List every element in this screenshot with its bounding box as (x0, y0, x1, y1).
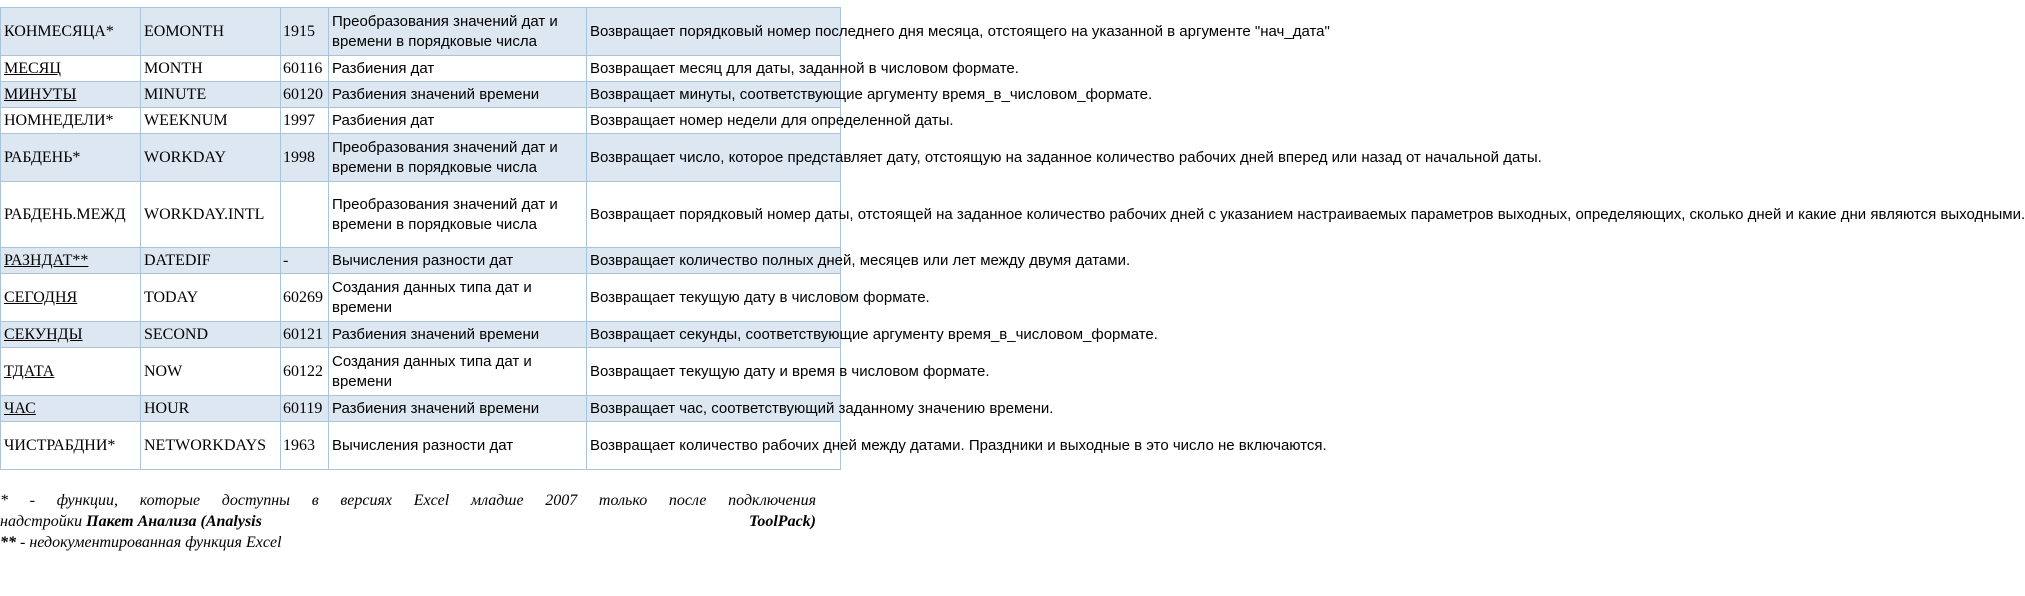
cell-number: 1998 (281, 134, 329, 182)
functions-table (0, 7, 2025, 470)
cell-function-ru[interactable]: ЧАС (1, 396, 141, 422)
table-row (1, 248, 841, 274)
table-row (1, 182, 841, 248)
table-row (1, 134, 841, 182)
footnote-2-bold: Пакет Анализа (Analysis (86, 513, 262, 530)
cell-category: Создания данных типа дат и времени (329, 348, 587, 396)
cell-description: Возвращает месяц для даты, заданной в числовом формате. (587, 56, 841, 82)
cell-function-ru[interactable]: ТДАТА (1, 348, 141, 396)
cell-function-en: DATEDIF (141, 248, 281, 274)
cell-category: Разбиения значений времени (329, 396, 587, 422)
footnote-2-right: ToolPack) (749, 513, 816, 530)
cell-category: Вычисления разности дат (329, 422, 587, 470)
cell-category: Преобразования значений дат и времени в порядковые числа (329, 134, 587, 182)
cell-category: Преобразования значений дат и времени в порядковые числа (329, 182, 587, 248)
cell-function-ru: НОМНЕДЕЛИ* (1, 108, 141, 134)
cell-number: 60121 (281, 322, 329, 348)
footnote-3 (0, 532, 816, 553)
cell-function-ru: РАБДЕНЬ.МЕЖД (1, 182, 141, 248)
footnote-3-bold: ** (0, 534, 16, 551)
cell-description: Возвращает текущую дату в числовом формате. (587, 274, 841, 322)
cell-number: 1915 (281, 8, 329, 56)
cell-category: Вычисления разности дат (329, 248, 587, 274)
footnote-2-prefix: надстройки (0, 513, 87, 530)
table-row (1, 82, 841, 108)
table-row (1, 274, 841, 322)
table-row (1, 56, 841, 82)
cell-function-en: WORKDAY (141, 134, 281, 182)
cell-description: Возвращает секунды, соответствующие аргументу время_в_числовом_формате. (587, 322, 841, 348)
table-row (1, 322, 841, 348)
cell-function-ru[interactable]: СЕКУНДЫ (1, 322, 141, 348)
cell-description: Возвращает количество полных дней, месяцев или лет между двумя датами. (587, 248, 841, 274)
footnote-1: * - функции, которые доступны в версиях Excel младше 2007 только после подключения (0, 492, 816, 509)
cell-function-en: EOMONTH (141, 8, 281, 56)
cell-function-en: WEEKNUM (141, 108, 281, 134)
table-row (1, 108, 841, 134)
table-row (1, 8, 841, 56)
cell-category: Создания данных типа дат и времени (329, 274, 587, 322)
cell-description: Возвращает час, соответствующий заданному значению времени. (587, 396, 841, 422)
cell-function-ru: КОНМЕСЯЦА* (1, 8, 141, 56)
cell-function-ru[interactable]: МИНУТЫ (1, 82, 141, 108)
cell-number: 60119 (281, 396, 329, 422)
cell-category: Преобразования значений дат и времени в порядковые числа (329, 8, 587, 56)
cell-description: Возвращает число, которое представляет дату, отстоящую на заданное количество рабочих дней вперед или назад от начальной даты. (587, 134, 841, 182)
cell-function-ru: ЧИСТРАБДНИ* (1, 422, 141, 470)
cell-function-en: NETWORKDAYS (141, 422, 281, 470)
cell-function-en: MINUTE (141, 82, 281, 108)
cell-function-ru[interactable]: МЕСЯЦ (1, 56, 141, 82)
cell-category: Разбиения значений времени (329, 82, 587, 108)
footnote-3-rest: - недокументированная функция Excel (16, 534, 282, 551)
cell-number: 60116 (281, 56, 329, 82)
cell-number: 1963 (281, 422, 329, 470)
cell-description: Возвращает количество рабочих дней между датами. Праздники и выходные в это число не включаются. (587, 422, 841, 470)
cell-function-en: MONTH (141, 56, 281, 82)
cell-function-en: SECOND (141, 322, 281, 348)
cell-description: Возвращает минуты, соответствующие аргументу время_в_числовом_формате. (587, 82, 841, 108)
cell-description: Возвращает порядковый номер последнего дня месяца, отстоящего на указанной в аргументе "нач_дата" (587, 8, 841, 56)
table-row (1, 422, 841, 470)
table-row (1, 348, 841, 396)
cell-category: Разбиения дат (329, 108, 587, 134)
cell-number: 1997 (281, 108, 329, 134)
cell-number: 60122 (281, 348, 329, 396)
cell-description: Возвращает текущую дату и время в числовом формате. (587, 348, 841, 396)
cell-number (281, 182, 329, 248)
cell-category: Разбиения дат (329, 56, 587, 82)
cell-description: Возвращает порядковый номер даты, отстоящей на заданное количество рабочих дней с указанием настраиваемых параметров выходных, определяющих, сколько дней и какие дни являются выходными. (587, 182, 841, 248)
cell-function-en: TODAY (141, 274, 281, 322)
footnote-2 (0, 511, 816, 532)
cell-number: 60269 (281, 274, 329, 322)
cell-function-en: NOW (141, 348, 281, 396)
cell-function-en: HOUR (141, 396, 281, 422)
cell-number: - (281, 248, 329, 274)
cell-description: Возвращает номер недели для определенной даты. (587, 108, 841, 134)
cell-function-ru[interactable]: РАЗНДАТ** (1, 248, 141, 274)
cell-number: 60120 (281, 82, 329, 108)
cell-function-ru[interactable]: СЕГОДНЯ (1, 274, 141, 322)
cell-function-en: WORKDAY.INTL (141, 182, 281, 248)
cell-function-ru: РАБДЕНЬ* (1, 134, 141, 182)
table-row (1, 396, 841, 422)
cell-category: Разбиения значений времени (329, 322, 587, 348)
